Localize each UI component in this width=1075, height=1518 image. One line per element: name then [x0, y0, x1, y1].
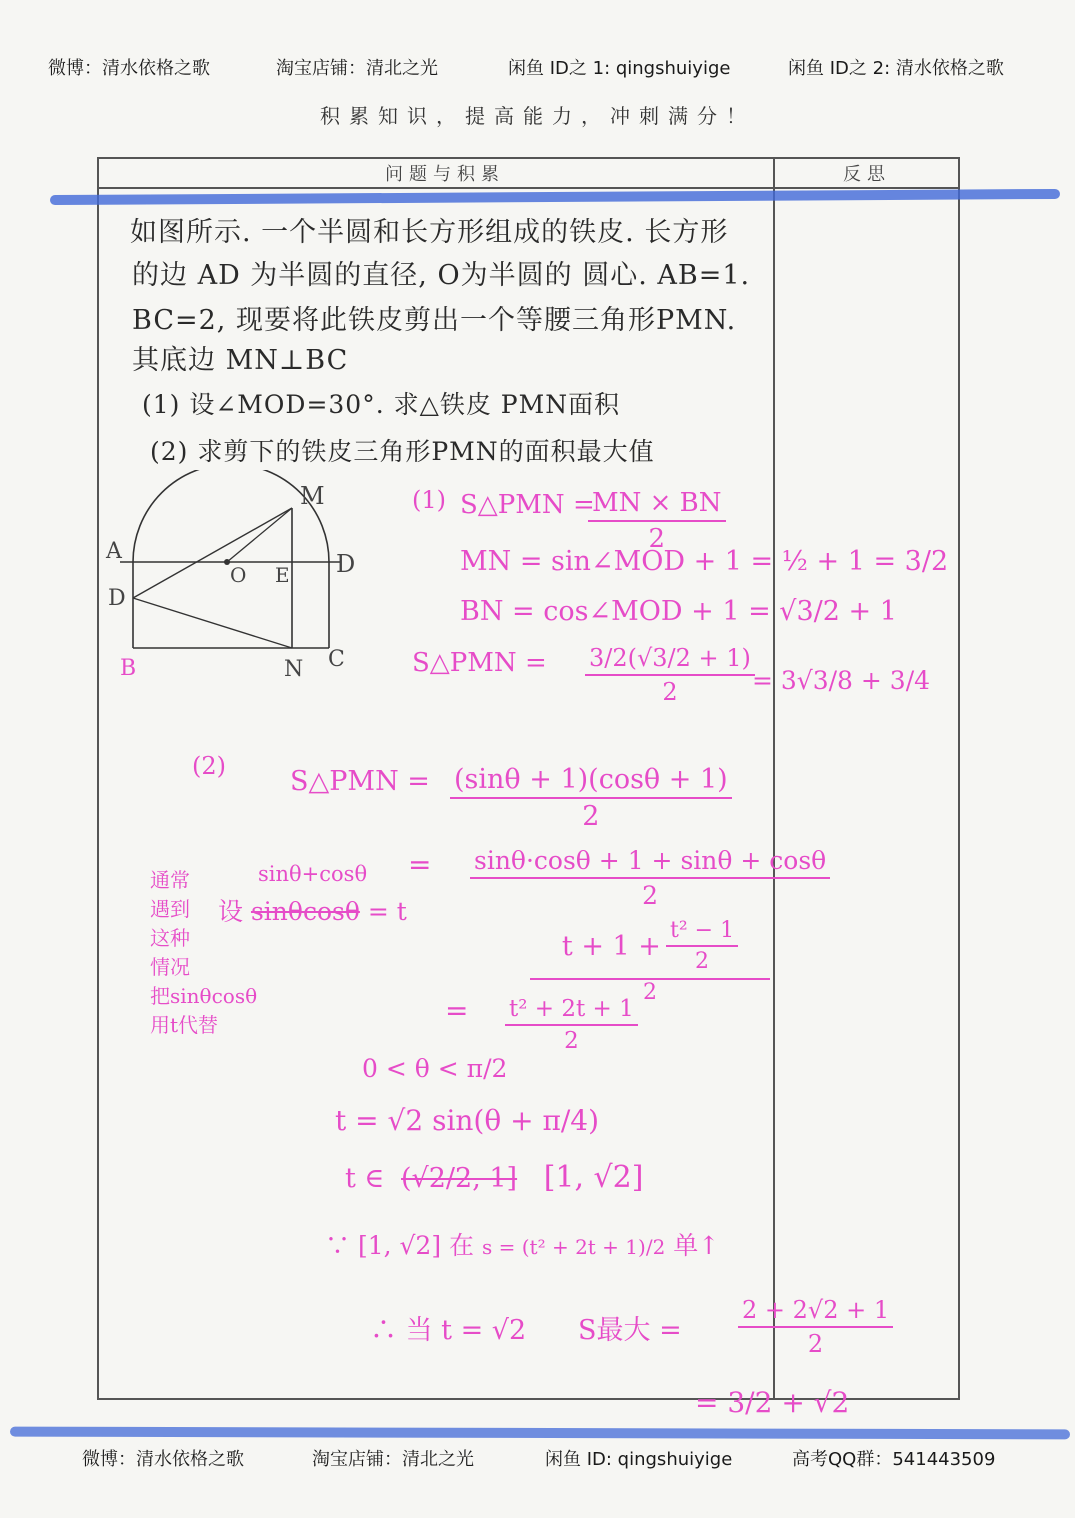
label-m: M	[300, 482, 325, 510]
sol2-eq4-num: t² + 2t + 1	[505, 996, 638, 1026]
sol1-area-den: 2	[648, 524, 666, 554]
sol2-mono-suffix: 单↑	[673, 1231, 720, 1260]
question-1: (1) 设∠MOD=30°. 求△铁皮 PMN面积	[142, 390, 621, 419]
sol2-t-range-final: [1, √2]	[543, 1160, 644, 1195]
sol1-mn: MN = sin∠MOD + 1 = ½ + 1 = 3/2	[460, 546, 949, 577]
problem-line-1: 如图所示. 一个半圆和长方形组成的铁皮. 长方形	[130, 217, 729, 248]
sol2-note-sum: sinθ+cosθ	[258, 862, 368, 886]
sol2-eq4-sign: =	[445, 994, 469, 1027]
footer-weibo: 微博：清水依格之歌	[82, 1449, 244, 1470]
label-a: A	[106, 539, 122, 564]
sol2-eq2-fraction	[470, 846, 830, 910]
header-xianyu-1: 闲鱼 ID之 1: qingshuiyige	[508, 58, 731, 79]
sol2-max-num: 2 + 2√2 + 1	[738, 1296, 893, 1328]
side-note	[150, 866, 270, 1040]
side-note-line-3: 这种	[150, 926, 190, 950]
sol2-max-final: = 3/2 + √2	[695, 1386, 850, 1419]
sol2-eq3-inner-num: t² − 1	[666, 918, 738, 947]
sol2-conclusion-mid: S最大 =	[578, 1315, 682, 1346]
question-2: (2) 求剪下的铁皮三角形PMN的面积最大值	[150, 437, 655, 466]
label-n: N	[284, 657, 304, 682]
header-divider	[97, 187, 960, 189]
sol1-area2-result: = 3√3/8 + 3/4	[752, 666, 931, 695]
sol2-area-fraction	[450, 764, 732, 832]
radius-om	[227, 508, 292, 562]
label-e: E	[275, 563, 290, 587]
sol2-let-suffix: = t	[367, 897, 407, 926]
sol2-eq3-inner-den: 2	[695, 949, 710, 974]
column-divider	[773, 157, 775, 1400]
sol2-mono-prefix: ∵ [1, √2] 在	[325, 1231, 475, 1260]
side-note-line-6: 用t代替	[150, 1013, 219, 1037]
sol2-area-lhs: S△PMN =	[290, 766, 430, 797]
sol1-area2-fraction	[585, 644, 755, 706]
footer-taobao: 淘宝店铺：清北之光	[312, 1449, 474, 1470]
sol2-eq2-sign: =	[408, 848, 432, 881]
sol1-area2-num: 3/2(√3/2 + 1)	[585, 644, 755, 676]
sol1-area2-den: 2	[662, 678, 678, 706]
segment-pn	[133, 598, 292, 648]
sol2-mono-fn: s = (t² + 2t + 1)/2	[482, 1235, 666, 1259]
sol2-max-fraction	[738, 1296, 893, 1358]
header-taobao: 淘宝店铺：清北之光	[276, 58, 438, 79]
problem-line-2: 的边 AD 为半圆的直径, O为半圆的 圆心. AB=1.	[132, 260, 751, 291]
problem-line-4: 其底边 MN⊥BC	[132, 345, 349, 376]
sol2-let-prefix: 设	[218, 897, 244, 926]
sol2-area-num: (sinθ + 1)(cosθ + 1)	[450, 764, 732, 799]
label-b: B	[120, 656, 137, 681]
page-header	[0, 50, 1075, 82]
sol2-conclusion-prefix: ∴ 当 t = √2	[370, 1315, 527, 1346]
sol2-eq2-den: 2	[642, 881, 659, 910]
header-xianyu-2: 闲鱼 ID之 2: 清水依格之歌	[788, 58, 1004, 79]
motto: 积累知识，提高能力，冲刺满分！	[320, 104, 755, 128]
sol2-area-den: 2	[582, 801, 600, 832]
sol2-t-range-struck: (√2/2, 1]	[401, 1163, 518, 1194]
side-note-line-2: 遇到	[150, 897, 190, 921]
blue-highlight-bottom	[10, 1427, 1070, 1440]
sol2-eq3	[530, 918, 770, 1005]
sol1-area-lhs: S△PMN =	[460, 490, 595, 520]
header-weibo: 微博：清水依格之歌	[48, 58, 210, 79]
label-c: C	[328, 647, 345, 672]
column-header-reflect: 反思	[843, 164, 891, 185]
side-note-line-1: 通常	[150, 868, 190, 892]
label-p: D	[108, 586, 126, 611]
sol1-label: (1)	[412, 486, 446, 514]
side-note-line-4: 情况	[150, 955, 190, 979]
sol2-eq4-den: 2	[564, 1028, 579, 1054]
sol1-bn: BN = cos∠MOD + 1 = √3/2 + 1	[460, 596, 897, 627]
sol1-area-fraction	[588, 488, 726, 554]
sol2-monotonic	[325, 1226, 719, 1262]
sol2-eq3-den: 2	[643, 980, 657, 1005]
page-footer	[0, 1445, 1075, 1475]
sol2-label: (2)	[192, 752, 226, 780]
column-header-main: 问题与积累	[385, 164, 505, 185]
label-d: D	[336, 550, 356, 578]
side-note-line-5: 把sinθcosθ	[150, 984, 258, 1008]
sol2-t-range-prefix: t ∈	[345, 1163, 385, 1194]
sol2-eq4-fraction	[505, 996, 638, 1054]
footer-xianyu: 闲鱼 ID: qingshuiyige	[545, 1449, 733, 1470]
sol2-eq3-a: t + 1 +	[561, 930, 661, 962]
sol2-eq2-num: sinθ·cosθ + 1 + sinθ + cosθ	[470, 846, 830, 879]
label-o: O	[230, 563, 247, 587]
sol2-theta-range: 0 < θ < π/2	[362, 1054, 508, 1083]
sol2-t-def: t = √2 sin(θ + π/4)	[335, 1104, 600, 1137]
footer-qq: 高考QQ群：541443509	[792, 1449, 996, 1470]
sol2-let-struck: sinθcosθ	[250, 897, 360, 926]
sol2-max-den: 2	[807, 1330, 824, 1358]
problem-line-3: BC=2, 现要将此铁皮剪出一个等腰三角形PMN.	[132, 305, 737, 336]
sol2-t-range	[345, 1160, 643, 1195]
sol2-eq3-inner-frac	[666, 918, 738, 974]
sol1-area-num: MN × BN	[588, 488, 726, 522]
segment-pm	[133, 508, 292, 598]
sol1-area2-lhs: S△PMN =	[412, 648, 547, 678]
geometry-figure	[100, 470, 360, 690]
